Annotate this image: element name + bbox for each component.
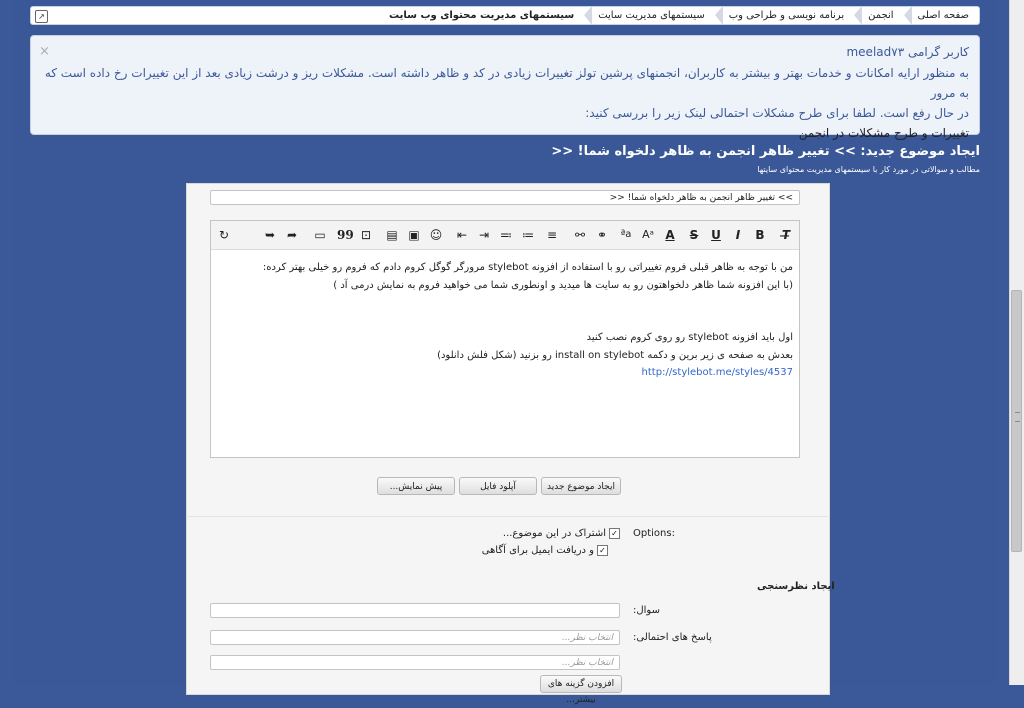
list-ordered-icon[interactable]: ≔ (522, 228, 534, 242)
external-link-icon[interactable]: ↗ (35, 10, 48, 23)
poll-answer-input[interactable]: انتخاب نظر... (210, 630, 620, 645)
media-icon[interactable]: ▤ (386, 228, 398, 242)
forum-description: مطالب و سوالاتی در مورد کار با سیستمهای مدیریت محتوای سایتها (757, 165, 980, 174)
editor-toolbar (211, 221, 799, 250)
notice-line-2: در حال رفع است. لطفا برای طرح مشکلات احتمالی لینک زیر را بررسی کنید: (585, 106, 969, 120)
outdent-icon[interactable]: ⇤ (456, 228, 468, 242)
breadcrumb-current: سیستمهای مدیریت محتوای وب سایت (389, 10, 575, 21)
editor-line: بعدش به صفحه ی زیر برین و دکمه install on stylebot رو بزنید (شکل فلش دانلود) (437, 349, 793, 361)
breadcrumb-forum[interactable]: انجمن (854, 6, 903, 25)
italic-icon[interactable]: I (735, 228, 741, 242)
notice-text (41, 63, 969, 123)
editor-line (217, 312, 793, 330)
list-unordered-icon[interactable]: ≕ (500, 228, 512, 242)
submit-thread-button[interactable]: ایجاد موضوع جدید (541, 477, 621, 495)
page-title: ایجاد موضوع جدید: >> تغییر ظاهر انجمن به ظاهر دلخواه شما! << (551, 144, 980, 159)
subscribe-checkbox[interactable]: ✓ (609, 528, 620, 539)
poll-question-input[interactable] (210, 603, 620, 618)
editor-line: من با توجه به ظاهر قبلی فروم تغییراتی رو با استفاده از افزونه stylebot مرورگر گوگل کروم دادم که فروم رو خیلی بهتر کرده: (262, 262, 793, 273)
question-label: سوال: (633, 605, 660, 616)
smilie-icon[interactable]: ☺ (429, 228, 443, 242)
link-icon[interactable]: ⚭ (596, 228, 608, 242)
scrollbar-grip-icon (1015, 412, 1020, 422)
poll-title: ایجاد نظرسنجی (757, 581, 835, 592)
answers-label: پاسخ های احتمالی: (633, 632, 712, 643)
notice-greeting: کاربر گرامی meelad۷۳ (846, 45, 969, 59)
font-face-icon[interactable]: ªa (620, 229, 632, 240)
strike-icon[interactable]: S (689, 228, 699, 242)
notice-line-1: به منظور ارایه امکانات و خدمات بهتر و بیشتر به کاربران، انجمنهای پرشین تولز تغییرات زیادی در کد و ظاهر داشته است. مشکلات ریز و درشت زیادی بعد از این تغییرات رخ داده است که به مرور (44, 66, 969, 100)
breadcrumb (30, 6, 980, 25)
redo-icon[interactable]: ➦ (286, 228, 298, 242)
vertical-scrollbar[interactable] (1009, 0, 1024, 685)
toggle-mode-icon[interactable]: ↻ (218, 228, 230, 242)
save-draft-icon[interactable]: ▭ (314, 228, 326, 242)
code-icon[interactable]: ⊡ (360, 228, 372, 242)
breadcrumb-cms[interactable]: سیستمهای مدیریت سایت (584, 6, 715, 25)
quote-icon[interactable]: 99 (337, 228, 354, 242)
editor-line: (با این افزونه شما ظاهر دلخواهتون رو به سایت ها میدید و اونطوری شما می خواهید فروم به نمایش درمی آد ) (333, 279, 793, 291)
thread-title-input[interactable]: >> تغییر ظاهر انجمن به ظاهر دلخواه شما! << (210, 190, 800, 205)
poll-answer-input[interactable]: انتخاب نظر... (210, 655, 620, 670)
breadcrumb-web-programming[interactable]: برنامه نویسی و طراحی وب (715, 6, 854, 25)
add-more-answers-button[interactable]: افزودن گزینه های بیشتر... (540, 675, 622, 693)
editor-link[interactable]: http://stylebot.me/styles/4537 (641, 367, 793, 378)
notice-link[interactable]: تغییرات و طرح مشکلات در انجمن (798, 126, 969, 140)
font-size-icon[interactable]: Aᵃ (642, 228, 654, 241)
clear-format-icon[interactable]: T̶ (781, 228, 791, 242)
indent-icon[interactable]: ⇥ (478, 228, 490, 242)
font-color-icon[interactable]: A (665, 228, 675, 242)
bold-icon[interactable]: B (755, 228, 765, 242)
breadcrumb-home[interactable]: صفحه اصلی (904, 6, 979, 25)
subscribe-label: اشتراک در این موضوع... (502, 528, 606, 539)
editor-line (217, 294, 793, 312)
image-icon[interactable]: ▣ (408, 228, 420, 242)
email-checkbox[interactable]: ✓ (597, 545, 608, 556)
email-option[interactable] (482, 545, 608, 556)
email-label: و دریافت ایمیل برای آگاهی (481, 545, 594, 556)
close-icon[interactable]: × (39, 44, 50, 59)
upload-file-button[interactable]: آپلود فایل (459, 477, 537, 495)
align-icon[interactable]: ≡ (546, 228, 558, 242)
editor-line: اول باید افزونه stylebot رو روی کروم نصب کنید (586, 332, 793, 343)
section-divider (186, 516, 828, 517)
options-label: Options: (633, 528, 675, 539)
editor-content[interactable] (217, 259, 793, 382)
preview-button[interactable]: پیش نمایش... (377, 477, 455, 495)
subscribe-option[interactable] (503, 528, 620, 539)
underline-icon[interactable]: U (711, 228, 721, 242)
message-editor[interactable] (210, 220, 800, 458)
undo-icon[interactable]: ➥ (264, 228, 276, 242)
notice-box (30, 35, 980, 140)
unlink-icon[interactable]: ⚯ (574, 228, 586, 242)
